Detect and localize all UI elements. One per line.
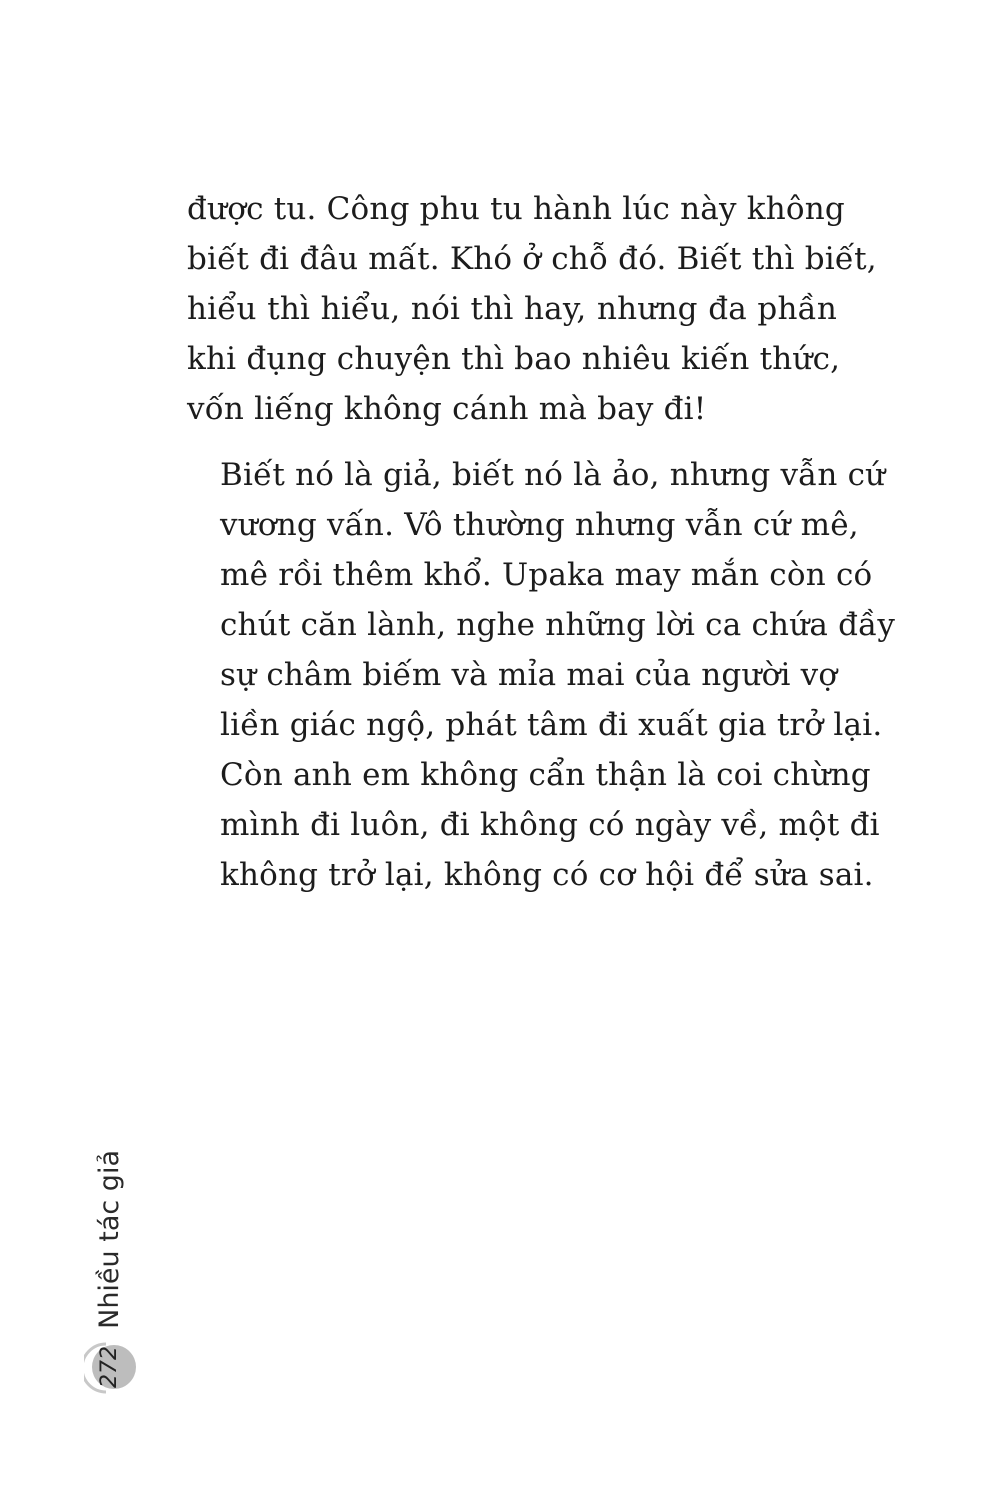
text-line: biết đi đâu mất. Khó ở chỗ đó. Biết thì biết,	[187, 241, 877, 277]
text-line: mình đi luôn, đi không có ngày về, một đi	[220, 807, 880, 843]
text-line: Còn anh em không cẩn thận là coi chừng	[220, 757, 871, 793]
text-line: được tu. Công phu tu hành lúc này không	[187, 191, 845, 227]
text-line: mê rồi thêm khổ. Upaka may mắn còn có	[220, 557, 873, 593]
text-line: vốn liếng không cánh mà bay đi!	[187, 391, 707, 427]
text-line: không trở lại, không có cơ hội để sửa sai.	[220, 857, 874, 893]
paragraph	[187, 450, 896, 900]
page-body	[187, 184, 896, 900]
author-label: Nhiều tác giả	[94, 1150, 125, 1329]
text-line: vương vấn. Vô thường nhưng vẫn cứ mê,	[220, 507, 859, 543]
page-number: 272	[97, 1346, 122, 1388]
text-line: liền giác ngộ, phát tâm đi xuất gia trở lại.	[220, 707, 883, 743]
running-header	[88, 1150, 132, 1330]
text-line: Biết nó là giả, biết nó là ảo, nhưng vẫn cứ	[220, 457, 886, 493]
page-number-badge	[84, 1340, 132, 1396]
text-line: khi đụng chuyện thì bao nhiêu kiến thức,	[187, 341, 841, 377]
paragraph	[187, 184, 877, 434]
text-line: hiểu thì hiểu, nói thì hay, nhưng đa phần	[187, 291, 837, 327]
text-line: chút căn lành, nghe những lời ca chứa đầy	[220, 607, 896, 643]
text-line: sự châm biếm và mỉa mai của người vợ	[220, 657, 838, 693]
